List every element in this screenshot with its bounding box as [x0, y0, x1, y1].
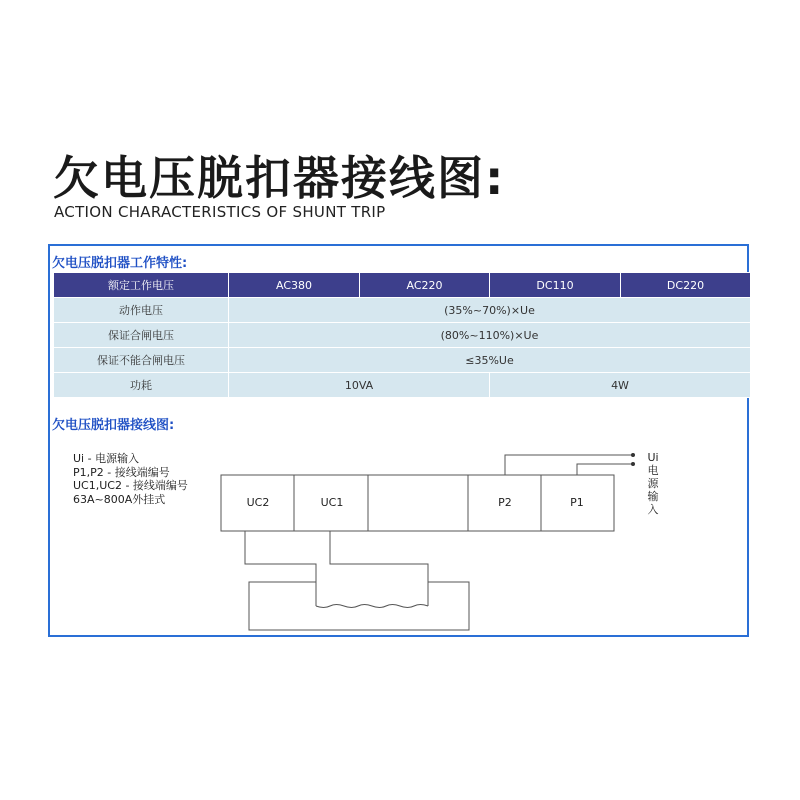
row-value-dc: 4W — [490, 373, 751, 398]
row-value: ≤35%Ue — [229, 348, 751, 373]
wiring-legend — [73, 452, 188, 506]
row-value: (80%~110%)×Ue — [229, 323, 751, 348]
spec-header-cell: DC110 — [490, 273, 621, 298]
ui-label: Ui — [647, 451, 659, 464]
row-label: 功耗 — [54, 373, 229, 398]
terminal-label-p1: P1 — [570, 496, 584, 509]
terminal-block — [221, 475, 614, 531]
spec-header-cell: DC220 — [621, 273, 751, 298]
terminal-label-uc2: UC2 — [246, 496, 270, 509]
row-label: 保证不能合闸电压 — [54, 348, 229, 373]
legend-line: Ui - 电源输入 — [73, 452, 140, 465]
row-value: (35%~70%)×Ue — [229, 298, 751, 323]
terminal-dot — [631, 453, 635, 457]
spec-header-cell: AC380 — [229, 273, 360, 298]
content-panel — [48, 244, 749, 637]
wire-uc2 — [245, 531, 316, 606]
wire-p2 — [505, 455, 633, 475]
wiring-section-title: 欠电压脱扣器接线图: — [52, 418, 175, 433]
spec-header-cell: AC220 — [360, 273, 490, 298]
spec-section-title: 欠电压脱扣器工作特性: — [52, 256, 188, 271]
terminal-label-uc1: UC1 — [320, 496, 344, 509]
row-label: 动作电压 — [54, 298, 229, 323]
wire-p1 — [577, 464, 633, 475]
legend-line: 63A~800A外挂式 — [73, 492, 166, 506]
row-label: 保证合闸电压 — [54, 323, 229, 348]
page-title: 欠电压脱扣器接线图: — [53, 151, 506, 205]
legend-line: P1,P2 - 接线端编号 — [73, 465, 170, 479]
legend-line: UC1,UC2 - 接线端编号 — [73, 479, 188, 492]
terminal-dot — [631, 462, 635, 466]
page-subtitle: ACTION CHARACTERISTICS OF SHUNT TRIP — [54, 203, 386, 221]
power-input-label — [646, 451, 660, 516]
terminal-label-p2: P2 — [498, 496, 512, 509]
power-input-text: 电源输入 — [647, 464, 659, 516]
wire-uc1 — [330, 531, 428, 606]
spec-header-cell: 额定工作电压 — [54, 273, 229, 298]
row-value-ac: 10VA — [229, 373, 490, 398]
